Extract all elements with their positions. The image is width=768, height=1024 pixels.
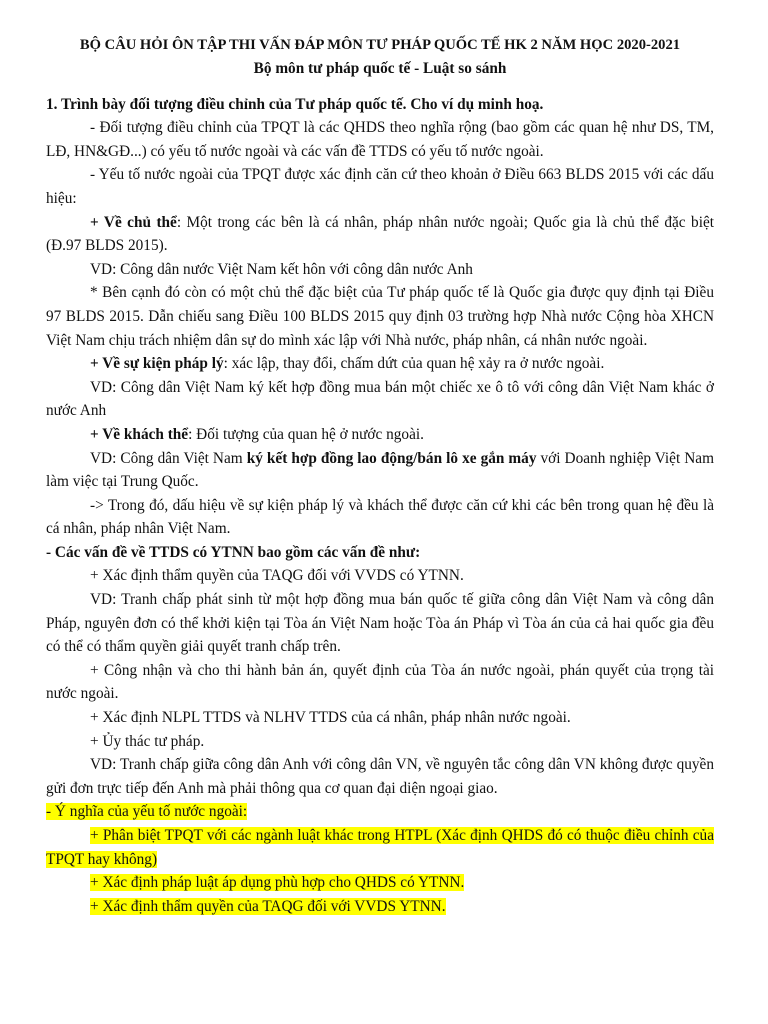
example-object-bold: ký kết hợp đồng lao động/bán lô xe gắn máy — [246, 449, 537, 467]
example-legal-event: VD: Công dân Việt Nam ký kết hợp đồng mua bán một chiếc xe ô tô với công dân Việt Nam khác ở nước Anh — [46, 378, 714, 420]
significance-item-1-text: + Phân biệt TPQT với các ngành luật khác trong HTPL (Xác định QHDS đó có thuộc điều chỉnh của TPQT hay không) — [46, 827, 714, 868]
item-legal-event — [46, 352, 714, 376]
item-legal-event-text: : xác lập, thay đổi, chấm dứt của quan hệ xảy ra ở nước ngoài. — [223, 355, 605, 373]
ttds-example-1: VD: Tranh chấp phát sinh từ một hợp đồng mua bán quốc tế giữa công dân Việt Nam và công dân Pháp, nguyên đơn có thể khởi kiện tại Tòa án Việt Nam hoặc Tòa án Pháp vì Tòa án của cả hai quốc gia đều có thể có thẩm quyền giải quyết tranh chấp trên. — [46, 591, 714, 656]
significance-item-1 — [46, 824, 714, 871]
example-object — [46, 447, 714, 494]
paragraph-foreign-element: - Yếu tố nước ngoài của TPQT được xác định căn cứ theo khoản ở Điều 663 BLDS 2015 với các dấu hiệu: — [46, 166, 714, 207]
ttds-item-4: + Ủy thác tư pháp. — [90, 732, 205, 750]
significance-heading-text: - Ý nghĩa của yếu tố nước ngoài: — [46, 803, 248, 821]
ttds-example-4: VD: Tranh chấp giữa công dân Anh với công dân VN, về nguyên tắc công dân VN không được quyền gửi đơn trực tiếp đến Anh mà phải thông qua cơ quan đại diện ngoại giao. — [46, 756, 714, 797]
question-heading: 1. Trình bày đối tượng điều chỉnh của Tư pháp quốc tế. Cho ví dụ minh hoạ. — [46, 95, 544, 113]
ttds-item-3: + Xác định NLPL TTDS và NLHV TTDS của cá nhân, pháp nhân nước ngoài. — [90, 709, 571, 727]
item-subject-text: : Một trong các bên là cá nhân, pháp nhân nước ngoài; Quốc gia là chủ thể đặc biệt (Đ.97 BLDS 2015). — [46, 213, 714, 255]
significance-item-3 — [46, 895, 714, 919]
item-object-text: : Đối tượng của quan hệ ở nước ngoài. — [188, 425, 424, 443]
item-subject — [46, 211, 714, 258]
significance-item-2-text: + Xác định pháp luật áp dụng phù hợp cho QHDS có YTNN. — [90, 874, 465, 892]
ttds-item-2: + Công nhận và cho thi hành bản án, quyết định của Tòa án nước ngoài, phán quyết của trọng tài nước ngoài. — [46, 661, 714, 703]
example-subject: VD: Công dân nước Việt Nam kết hôn với công dân nước Anh — [90, 260, 473, 278]
conclusion: -> Trong đó, dấu hiệu về sự kiện pháp lý và khách thể được căn cứ khi các bên trong quan hệ đều là cá nhân, pháp nhân Việt Nam. — [46, 496, 714, 538]
example-object-b: với Doanh nghiệp Việt Nam làm việc tại Trung Quốc. — [46, 449, 714, 491]
significance-item-2 — [46, 871, 714, 895]
ttds-item-1: + Xác định thẩm quyền của TAQG đối với VVDS có YTNN. — [90, 567, 464, 585]
example-object-a: VD: Công dân Việt Nam — [90, 449, 247, 467]
document-subtitle: Bộ môn tư pháp quốc tế - Luật so sánh — [253, 60, 507, 77]
note-subject: * Bên cạnh đó còn có một chủ thể đặc biệt của Tư pháp quốc tế là Quốc gia được quy định tại Điều 97 BLDS 2015. Dẫn chiếu sang Điều 100 BLDS 2015 quy định 03 trường hợp Nhà nước Cộng hòa XHCN Việt Nam chịu trách nhiệm dân sự do mình xác lập với Nhà nước, pháp nhân, cá nhân nước ngoài. — [46, 284, 714, 349]
item-subject-label: + Về chủ thể — [90, 213, 177, 231]
significance-item-3-text: + Xác định thẩm quyền của TAQG đối với VVDS YTNN. — [90, 897, 446, 915]
item-object — [46, 423, 714, 447]
significance-heading — [46, 800, 714, 824]
item-object-label: + Về khách thể — [90, 425, 189, 443]
document-title: BỘ CÂU HỎI ÔN TẬP THI VẤN ĐÁP MÔN TƯ PHÁP QUỐC TẾ HK 2 NĂM HỌC 2020-2021 — [79, 37, 681, 53]
ttds-heading: - Các vấn đề về TTDS có YTNN bao gồm các vấn đề như: — [46, 543, 421, 561]
paragraph-scope: - Đối tượng điều chỉnh của TPQT là các QHDS theo nghĩa rộng (bao gồm các quan hệ như DS, TM, LĐ, HN&GĐ...) có yếu tố nước ngoài và các vấn đề TTDS có yếu tố nước ngoài. — [46, 119, 714, 160]
item-legal-event-label: + Về sự kiện pháp lý — [90, 355, 224, 373]
